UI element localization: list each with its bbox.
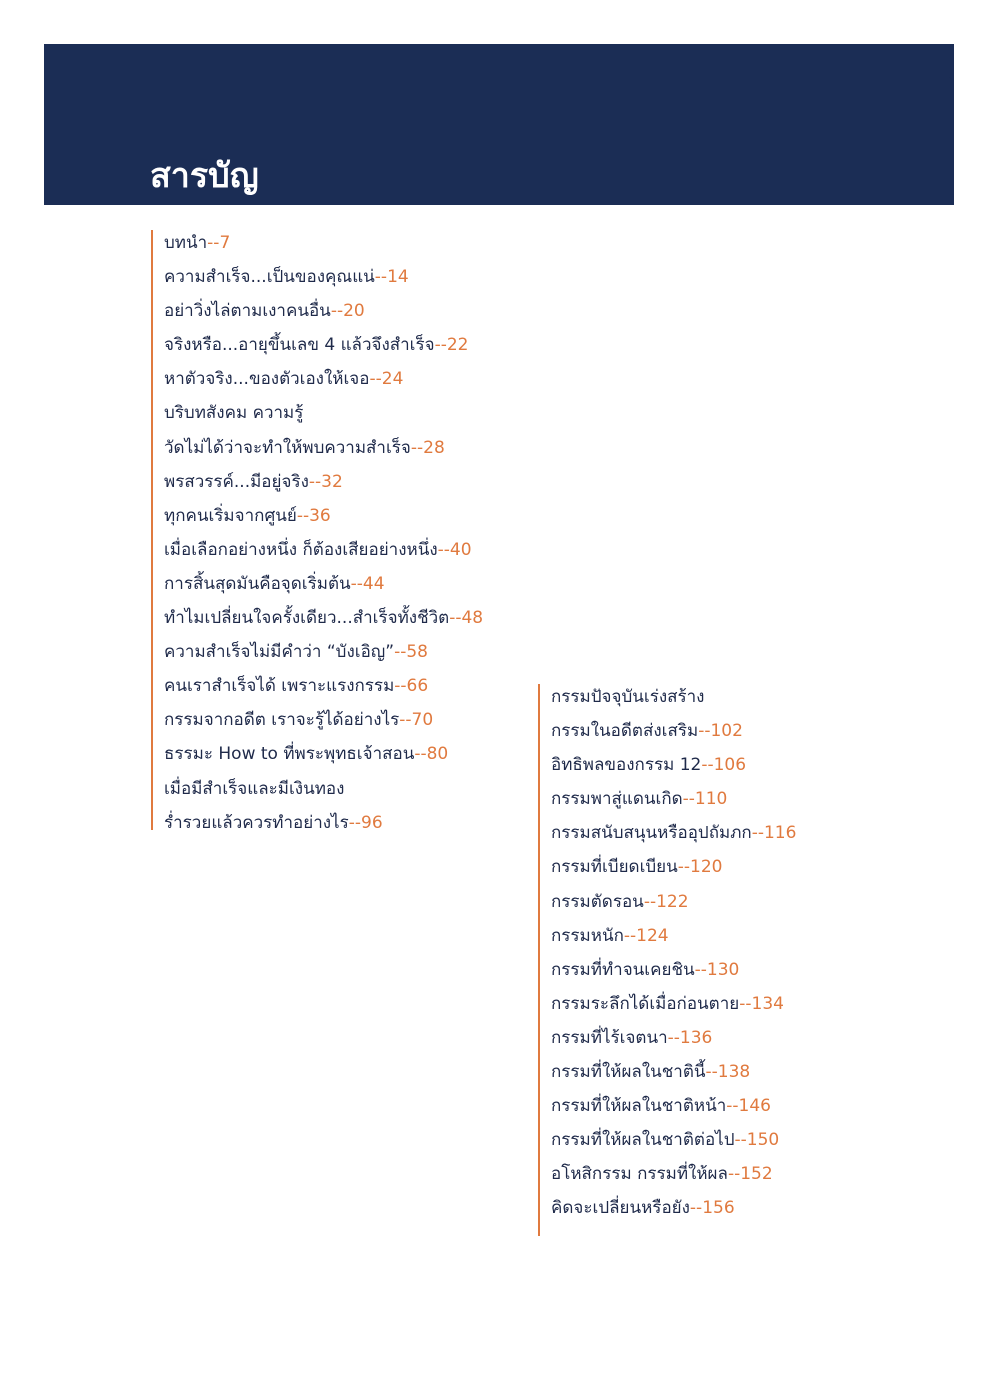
toc-entry-title: การสิ้นสุดมันคือจุดเริ่มต้น	[164, 573, 351, 594]
toc-entry-title: กรรมที่ทำจนเคยชิน	[551, 959, 695, 980]
toc-entry-page: --58	[394, 642, 428, 663]
toc-entry-title: กรรมปัจจุบันเร่งสร้าง	[551, 687, 705, 707]
toc-entry-page: --66	[394, 676, 429, 697]
toc-entry[interactable]	[164, 673, 531, 707]
toc-entry-page: --22	[434, 335, 469, 356]
toc-entry[interactable]	[551, 889, 918, 923]
corner-mark: `	[948, 76, 954, 90]
toc-entry[interactable]	[551, 752, 918, 786]
toc-entry-page: --20	[330, 301, 365, 322]
toc-entry-page: --146	[726, 1096, 771, 1117]
toc-entry-page: --106	[701, 755, 747, 776]
toc-entry-title: คนเราสำเร็จได้ เพราะแรงกรรม	[164, 676, 395, 697]
toc-entry[interactable]	[164, 639, 531, 673]
toc-entry[interactable]	[551, 991, 918, 1025]
toc-entry-title: กรรมพาสู่แดนเกิด	[551, 789, 683, 810]
toc-entry-page: --130	[694, 959, 740, 980]
toc-entry-page: --80	[414, 744, 449, 765]
toc-entry-title: ความสำเร็จไม่มีคำว่า “บังเอิญ”	[164, 642, 395, 663]
toc-entry-page: --110	[682, 789, 728, 810]
toc-entry-title: วัดไม่ได้ว่าจะทำให้พบความสำเร็จ	[164, 437, 411, 458]
toc-entry[interactable]	[551, 923, 918, 957]
toc-entry[interactable]	[164, 741, 531, 775]
toc-entry-page: --138	[705, 1062, 751, 1083]
toc-entry[interactable]	[164, 503, 531, 537]
toc-right-rule	[538, 684, 540, 1236]
toc-entry-title: พรสวรรค์...มีอยู่จริง	[164, 471, 309, 492]
toc-entry-page: --70	[399, 710, 434, 731]
toc-column-right	[538, 684, 918, 1230]
toc-entry[interactable]	[164, 264, 531, 298]
toc-entry-title: ทำไมเปลี่ยนใจครั้งเดียว...สำเร็จทั้งชีวิต	[164, 608, 450, 629]
toc-entry-title: กรรมระลึกได้เมื่อก่อนตาย	[551, 993, 740, 1014]
toc-entry-title: อิทธิพลของกรรม 12	[551, 755, 702, 776]
toc-entry[interactable]	[164, 571, 531, 605]
toc-left-rule	[151, 230, 153, 830]
toc-entry-title: บริบทสังคม ความรู้	[164, 403, 304, 424]
toc-entry-title: กรรมที่ให้ผลในชาติต่อไป	[551, 1130, 735, 1151]
toc-entry-title: เมื่อเลือกอย่างหนึ่ง ก็ต้องเสียอย่างหนึ่ง	[164, 539, 438, 560]
toc-entry-page: --44	[350, 573, 385, 594]
header-banner	[44, 44, 954, 205]
toc-entry[interactable]	[164, 776, 531, 810]
toc-entry-page: --40	[437, 539, 472, 560]
toc-entry-page: --48	[449, 608, 484, 629]
toc-entry-title: บทนำ	[164, 233, 208, 253]
toc-entry-page: --134	[739, 993, 784, 1014]
toc-entry[interactable]	[164, 400, 531, 434]
toc-entry[interactable]	[551, 1093, 918, 1127]
toc-entry-title: อโหสิกรรม กรรมที่ให้ผล	[551, 1164, 728, 1185]
toc-entry-title: กรรมที่เบียดเบียน	[551, 857, 678, 878]
toc-entry-page: --150	[734, 1130, 780, 1151]
toc-entry-page: --32	[308, 471, 343, 492]
toc-entry-page: --116	[751, 823, 797, 844]
toc-entry[interactable]	[551, 786, 918, 820]
toc-entry[interactable]	[551, 1025, 918, 1059]
toc-entry-page: --102	[698, 721, 743, 742]
toc-entry[interactable]	[551, 957, 918, 991]
toc-entry[interactable]	[164, 230, 531, 264]
toc-entry-title: กรรมที่ให้ผลในชาตินี้	[551, 1062, 706, 1083]
toc-entry-page: --124	[623, 925, 669, 946]
toc-entry-title: ร่ำรวยแล้วควรทำอย่างไร	[164, 812, 349, 833]
toc-column-left	[151, 230, 531, 844]
toc-entry[interactable]	[164, 810, 531, 844]
toc-entry-page: --96	[348, 812, 383, 833]
toc-entry-page: --24	[369, 369, 404, 390]
toc-entry[interactable]	[551, 684, 918, 718]
toc-entry-title: กรรมตัดรอน	[551, 891, 644, 912]
page-title: สารบัญ	[150, 156, 259, 196]
toc-entry-page: --120	[677, 857, 723, 878]
toc-entry[interactable]	[551, 854, 918, 888]
toc-entry-page: --122	[643, 891, 689, 912]
toc-entry[interactable]	[551, 1161, 918, 1195]
toc-entry[interactable]	[164, 537, 531, 571]
toc-entry[interactable]	[164, 605, 531, 639]
toc-list-right	[538, 684, 918, 1230]
toc-entry[interactable]	[551, 1059, 918, 1093]
toc-entry-page: --152	[727, 1164, 773, 1185]
toc-entry-title: อย่าวิ่งไล่ตามเงาคนอื่น	[164, 301, 331, 322]
toc-entry-page: --136	[667, 1027, 713, 1048]
toc-entry-page: --7	[207, 233, 231, 253]
toc-entry[interactable]	[551, 1127, 918, 1161]
toc-entry-title: กรรมในอดีตส่งเสริม	[551, 721, 699, 742]
toc-entry[interactable]	[164, 298, 531, 332]
toc-entry-title: กรรมสนับสนุนหรืออุปถัมภก	[551, 823, 752, 844]
toc-entry[interactable]	[164, 469, 531, 503]
toc-entry[interactable]	[164, 366, 531, 400]
toc-entry[interactable]	[551, 718, 918, 752]
toc-entry-page: --156	[689, 1198, 735, 1219]
toc-entry-title: กรรมที่ให้ผลในชาติหน้า	[551, 1096, 727, 1117]
toc-entry-title: ทุกคนเริ่มจากศูนย์	[164, 505, 297, 526]
toc-entry-title: คิดจะเปลี่ยนหรือยัง	[551, 1198, 690, 1219]
toc-entry-title: กรรมหนัก	[551, 925, 624, 946]
toc-entry[interactable]	[551, 1195, 918, 1229]
toc-entry-page: --36	[296, 505, 331, 526]
toc-entry-title: กรรมที่ไร้เจตนา	[551, 1027, 668, 1048]
toc-entry-page: --28	[410, 437, 445, 458]
toc-entry[interactable]	[164, 332, 531, 366]
toc-list-left	[151, 230, 531, 844]
toc-entry-title: หาตัวจริง...ของตัวเองให้เจอ	[164, 369, 370, 390]
toc-entry-title: จริงหรือ...อายุขึ้นเลข 4 แล้วจึงสำเร็จ	[164, 335, 435, 356]
toc-entry-title: ความสำเร็จ...เป็นของคุณแน่	[164, 267, 375, 288]
toc-entry-title: เมื่อมีสำเร็จและมีเงินทอง	[164, 778, 345, 799]
toc-entry[interactable]	[164, 707, 531, 741]
toc-entry-title: กรรมจากอดีต เราจะรู้ได้อย่างไร	[164, 710, 400, 731]
toc-entry[interactable]	[551, 820, 918, 854]
toc-entry[interactable]	[164, 435, 531, 469]
toc-entry-page: --14	[374, 267, 409, 288]
toc-entry-title: ธรรมะ How to ที่พระพุทธเจ้าสอน	[164, 744, 415, 765]
